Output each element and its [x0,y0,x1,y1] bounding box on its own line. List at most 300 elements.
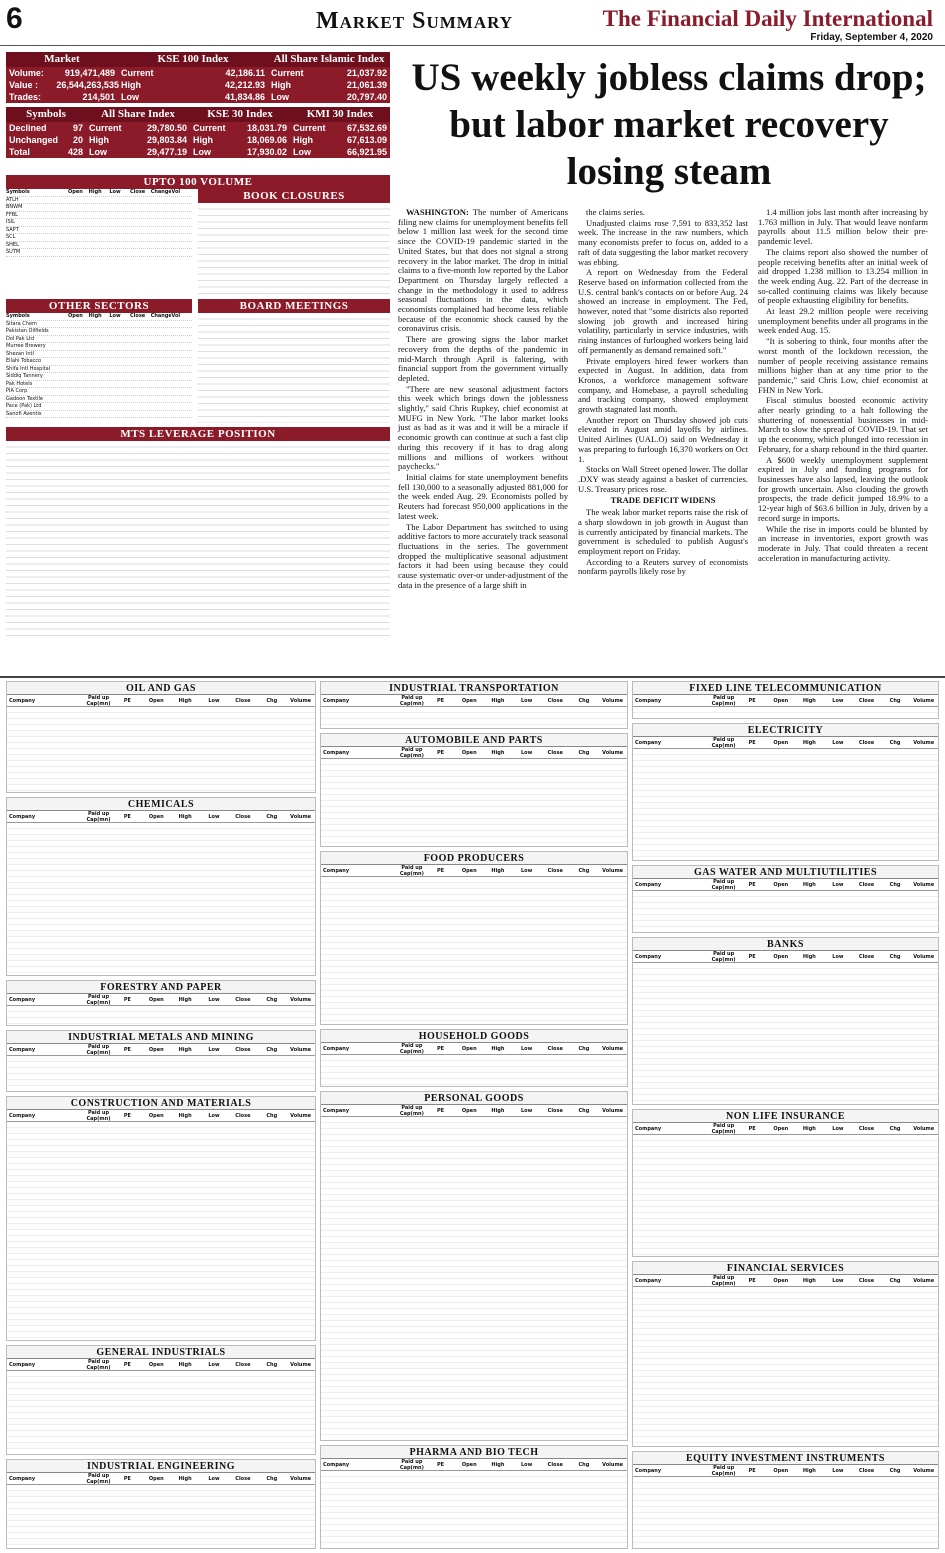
row-cell [68,328,89,335]
sector-rows [633,1135,938,1256]
row-cell [109,249,130,256]
sector-rows [633,1477,938,1548]
sector-rows [7,1006,315,1025]
sector-title: FINANCIAL SERVICES [633,1262,938,1275]
column-header: High [491,1461,505,1468]
row-cell [130,336,151,343]
row-cell [171,388,192,395]
table-row [6,227,192,235]
row-cell [68,249,89,256]
column-header: Chg [889,697,901,704]
column-header: High [802,1467,816,1474]
sector-chemicals [6,797,316,976]
column-header: Paid up Cap(mn) [711,950,736,963]
sector-header [321,747,627,759]
sector-rows [7,707,315,792]
sector-title: PHARMA AND BIO TECH [321,1446,627,1459]
column-header: PE [437,1107,445,1114]
column-header: Volume [290,1112,312,1119]
row-cell [130,343,151,350]
panel-value: 29,780.50 [146,123,187,133]
row-cell [130,403,151,410]
column-header: Chg [889,739,901,746]
article-dateline: WASHINGTON: [406,207,473,217]
table-row [6,212,192,220]
sector-rows [633,749,938,860]
issue-date: Friday, September 4, 2020 [810,32,933,43]
column-header: High [802,1125,816,1132]
column-header: Chg [889,1125,901,1132]
kmi30-title: KMI 30 Index [306,108,374,120]
panel-label: Value : [9,80,39,90]
column-header: Company [323,749,350,756]
column-header: High [178,1475,192,1482]
column-header: Paid up Cap(mn) [711,1274,736,1287]
column-header: Volume [913,1467,935,1474]
row-cell [68,234,89,241]
column-header: Company [323,1461,350,1468]
row-symbol: BNWM [6,204,23,210]
row-symbol: Sitara Chem [6,320,37,327]
column-header: Low [520,697,533,704]
column-header: High [802,881,816,888]
row-cell [109,204,130,211]
sector-header [7,811,315,823]
panel-value: 18,069.06 [246,135,287,145]
panel-value: 428 [67,147,83,157]
column-header: Chg [578,697,590,704]
column-header: Company [9,1112,36,1119]
row-cell [171,321,192,328]
book-closures-title: BOOK CLOSURES [198,189,390,203]
row-cell [130,328,151,335]
row-cell [109,197,130,204]
row-cell [171,396,192,403]
row-cell [171,351,192,358]
column-header: Volume [602,867,624,874]
sector-rows [7,1056,315,1091]
table-row [6,411,192,419]
column-header: Close [547,749,563,756]
article-paragraph: According to a Reuters survey of economists nonfarm payrolls likely rose by [578,556,748,577]
column-header: Low [208,1361,220,1368]
column-header: Low [520,867,533,874]
panel-value: 67,532.69 [346,123,387,133]
sector-banks [632,937,939,1105]
panel-value: 29,803.84 [146,135,187,145]
column-header: PE [437,867,445,874]
column-header: Open [773,881,789,888]
table-row [6,388,192,396]
column-header: Company [9,996,36,1003]
column-header: High [802,1277,816,1284]
column-header: Low [832,1125,844,1132]
row-cell [68,197,89,204]
panel-label: Low [192,147,211,157]
row-cell [130,396,151,403]
column-header: Close [547,1461,563,1468]
column-header: Paid up Cap(mn) [86,1109,111,1122]
row-cell [130,249,151,256]
row-cell [109,242,130,249]
table-header [6,313,192,321]
column-header: Company [9,1046,36,1053]
row-cell [171,381,192,388]
row-cell [89,204,110,211]
row-symbol: Shezan Intl [6,350,34,357]
sector-title: BANKS [633,938,938,951]
column-header: PE [123,1475,131,1482]
column-header: Open [773,1277,789,1284]
column-header: PE [748,1125,756,1132]
row-symbol: SAPT [6,226,19,233]
column-header: Close [858,881,875,888]
panel-label: Current [120,68,154,78]
row-cell [109,411,130,418]
panel-label: High [89,135,109,145]
column-header: Chg [889,1277,901,1284]
sector-rows [633,963,938,1104]
panel-label: Current [292,123,326,133]
column-header: PE [437,1045,445,1052]
column-header: PE [123,1046,131,1053]
sector-title: GENERAL INDUSTRIALS [7,1346,315,1359]
column-header: Company [323,1107,350,1114]
column-header: Low [832,1277,844,1284]
row-cell [89,358,110,365]
sector-household [320,1029,628,1087]
article-paragraph: Stocks on Wall Street opened lower. The dollar .DXY was steady against a basket of currencies. U.S. Treasury prices rose. [578,464,748,494]
column-header: Close [235,813,251,820]
column-header: High [802,697,816,704]
column-header: Open [461,867,477,874]
sector-food [320,851,628,1025]
sector-telecom [632,681,939,719]
column-header: Open [148,1112,164,1119]
table-row [6,219,192,227]
article-paragraph: A report on Wednesday from the Federal Reserve based on information collected from the U.S. central bank's contacts on or before Aug. 24 showed an increase in employment. The Fed, however, noted that "some districts also reported slowing job growth and increased hiring volatility, particularly in service industries, with rising instances of furloughed workers being laid off permanently as demand remained soft." [578,267,748,355]
panel-value: 42,212.93 [224,80,265,90]
row-cell [130,351,151,358]
row-cell [151,219,172,226]
column-header: Low [832,881,844,888]
article-paragraph: WASHINGTON: The number of Americans filing new claims for unemployment benefits fell below 1 million last week for the second time since the COVID-19 pandemic started in the United States, but that does not signal a strong recovery in the labor market. The drop in initial claims to a five-month low reported by the Labor Department on Thursday largely reflected a change in the methodology it used to address seasonal fluctuations in the data, which economists complained had become less reliable because of the economic shock caused by the coronavirus crisis. [398,207,568,334]
sector-title: ELECTRICITY [633,724,938,737]
row-cell [109,336,130,343]
column-header: Volume [602,1107,624,1114]
column-header: Paid up Cap(mn) [711,1122,736,1135]
section-title: Market Summary [316,8,514,34]
article-headline: US weekly jobless claims drop; but labor market recovery losing steam [411,56,927,193]
sector-title: GAS WATER AND MULTIUTILITIES [633,866,938,879]
sector-title: CHEMICALS [7,798,315,811]
row-cell [130,234,151,241]
row-cell [130,219,151,226]
column-header: Company [9,1475,36,1482]
column-header: Open [148,1361,164,1368]
column-header: Volume [913,953,935,960]
sector-title: FORESTRY AND PAPER [7,981,315,994]
column-header: PE [748,697,756,704]
column-header: Paid up Cap(mn) [399,694,424,707]
row-cell [151,242,172,249]
article-paragraph: Another report on Thursday showed job cuts elevated in August amid layoffs by airlines. United Airlines (UAL.O) said on Wednesday it was preparing to furlough 16,370 workers on Oct 1. [578,414,748,464]
column-header: Close [547,1045,563,1052]
sector-header [7,695,315,707]
article-body [398,208,938,591]
row-cell [171,212,192,219]
column-header: PE [437,1461,445,1468]
panel-value: 29,477.19 [146,147,187,157]
table-row [6,343,192,351]
column-header: Vol [171,313,181,319]
row-cell [151,336,172,343]
board-meetings-title: BOARD MEETINGS [198,299,390,313]
row-cell [151,249,172,256]
article-paragraph: Fiscal stimulus boosted economic activity after nearly grinding to a halt following the shuttering of nonessential businesses in mid-March to slow the spread of COVID-19. That set up the economy, which plunged into recession in February, for a sharp rebound in the third quarter. [758,395,928,454]
column-header: PE [123,813,131,820]
column-header: Low [208,1475,220,1482]
upto100-title: UPTO 100 VOLUME [6,175,390,189]
row-cell [68,388,89,395]
row-symbol: PIA Corp [6,388,28,394]
column-header: Chg [578,1461,590,1468]
sector-header [633,951,938,963]
panel-label: Current [192,123,226,133]
sector-rows [321,1055,627,1086]
panel-label: Low [120,92,139,102]
row-cell [109,403,130,410]
column-header: Low [208,996,220,1003]
panel-label: Low [270,92,289,102]
column-header: Open [773,739,789,746]
column-header: Chg [889,881,901,888]
sector-rows [321,759,627,846]
row-cell [89,197,110,204]
row-cell [130,366,151,373]
article-subhead: TRADE DEFICIT WIDENS [610,495,716,506]
row-cell [89,396,110,403]
row-symbol: ISIL [6,219,15,225]
panel-bottom-rows [6,122,390,158]
sector-header [321,1043,627,1055]
sector-title: PERSONAL GOODS [321,1092,627,1105]
column-header: Open [68,313,83,319]
sector-title: EQUITY INVESTMENT INSTRUMENTS [633,1452,938,1465]
panel-value: 41,834.86 [224,92,265,102]
panel-label: High [270,80,291,90]
row-cell [109,366,130,373]
column-header: Company [9,1361,36,1368]
sector-general [6,1345,316,1455]
column-header: Low [109,189,121,195]
row-cell [68,219,89,226]
panel-row [6,67,390,79]
column-header: Volume [602,749,624,756]
panel-label: Declined [9,123,47,133]
row-cell [171,343,192,350]
sector-title: FOOD PRODUCERS [321,852,627,865]
row-cell [109,373,130,380]
column-header: Chg [889,953,901,960]
row-cell [68,366,89,373]
row-symbol: Ellahi Tobacco [6,358,42,364]
column-header: Close [235,1475,251,1482]
column-header: Open [461,749,477,756]
page-number: 6 [6,2,23,35]
row-cell [109,328,130,335]
left-tables [6,175,390,641]
row-cell [151,321,172,328]
row-symbol: Gadoon Textile [6,395,43,402]
column-header: Volume [290,1475,312,1482]
column-header: Close [235,697,251,704]
sector-rows [321,707,627,728]
row-cell [130,321,151,328]
brand-logo: The Financial Daily International [602,6,933,31]
column-header: High [802,739,816,746]
column-header: Company [9,697,36,704]
column-header: Low [208,813,220,820]
article-paragraph: While the rise in imports could be blunted by an increase in inventories, export growth was moderate in July. That could threaten a recent acceleration in manufacturing activity. [758,523,928,563]
table-row [6,396,192,404]
row-cell [109,343,130,350]
panel-label: Total [9,147,30,157]
panel-row [6,79,390,91]
column-header: Paid up Cap(mn) [399,1104,424,1117]
column-header: High [178,1361,192,1368]
row-cell [89,403,110,410]
column-header: Chg [578,1045,590,1052]
column-header: Open [773,1125,789,1132]
column-header: Close [235,996,251,1003]
article-paragraph: At least 29.2 million people were receiving unemployment benefits under all programs in the week ended Aug. 15. [758,306,928,336]
row-cell [151,212,172,219]
row-cell [171,242,192,249]
column-header: Low [520,1107,533,1114]
sector-header [321,1105,627,1117]
column-header: High [178,1046,192,1053]
row-cell [130,411,151,418]
row-cell [151,197,172,204]
row-cell [68,411,89,418]
sector-header [633,1123,938,1135]
sector-rows [7,1371,315,1454]
sector-rows [321,1471,627,1548]
column-header: Open [461,1461,477,1468]
sector-forestry [6,980,316,1026]
row-cell [171,373,192,380]
upto100-table [6,189,192,285]
column-header: Chg [266,1112,278,1119]
mts-title: MTS LEVERAGE POSITION [6,427,390,441]
article-paragraph: A $600 weekly unemployment supplement expired in July and funding programs for businesses have also lapsed, leaving the outlook for growth uncertain. Also clouding the growth prospects, the trade deficit jumped 18.9% to a 12-year high of $63.6 billion in July, driven by a record surge in imports. [758,454,928,523]
column-header: Close [858,1125,875,1132]
sector-rows [633,707,938,718]
row-cell [151,366,172,373]
row-cell [89,328,110,335]
panel-label: Low [89,147,107,157]
row-symbol: FFBL [6,211,18,218]
allshare-islamic-title: All Share Islamic Index [273,53,385,65]
sector-title: AUTOMOBILE AND PARTS [321,734,627,747]
row-cell [68,336,89,343]
row-symbol: ATLH [6,196,19,203]
sector-rows [7,823,315,975]
row-cell [151,358,172,365]
sector-title: INDUSTRIAL TRANSPORTATION [321,682,627,695]
row-cell [109,351,130,358]
row-cell [171,336,192,343]
sector-rows [7,1122,315,1340]
article-column-3 [758,208,928,591]
row-cell [68,343,89,350]
row-cell [109,388,130,395]
table-row [6,197,192,205]
row-cell [151,343,172,350]
sector-header [633,879,938,891]
panel-label: Volume: [9,68,44,78]
panel-value: 21,037.92 [346,68,387,78]
sector-metals [6,1030,316,1092]
sector-header [633,1275,938,1287]
market-panel [6,52,390,158]
column-header: Open [148,697,164,704]
row-cell [68,212,89,219]
board-meetings-table [198,313,390,423]
row-symbol: SHEL [6,241,19,248]
row-cell [171,197,192,204]
column-header: Open [68,189,83,195]
other-sectors-title: OTHER SECTORS [6,299,192,313]
column-header: Paid up Cap(mn) [86,694,111,707]
column-header: Volume [913,881,935,888]
row-cell [151,328,172,335]
column-header: Low [520,749,533,756]
book-closures-table [198,203,390,295]
column-header: Volume [913,739,935,746]
row-symbol: Dol Pak Ltd [6,335,35,342]
column-header: Open [148,1475,164,1482]
sector-gas-water [632,865,939,933]
sector-header [7,994,315,1006]
column-header: Open [148,1046,164,1053]
panel-row [6,91,390,103]
column-header: Close [858,697,875,704]
row-cell [151,403,172,410]
sector-title: HOUSEHOLD GOODS [321,1030,627,1043]
sector-pharma [320,1445,628,1549]
sector-financial [632,1261,939,1447]
panel-label: High [292,135,313,145]
sector-title: OIL AND GAS [7,682,315,695]
sector-title: CONSTRUCTION AND MATERIALS [7,1097,315,1110]
column-header: Symbols [6,313,30,319]
row-cell [68,373,89,380]
column-header: PE [437,749,445,756]
row-cell [68,242,89,249]
row-cell [109,234,130,241]
column-header: PE [123,1361,131,1368]
panel-value: 66,921.95 [346,147,387,157]
column-header: High [178,697,192,704]
column-header: High [491,749,505,756]
column-header: Company [635,697,662,704]
column-header: Chg [266,1046,278,1053]
column-header: Volume [290,996,312,1003]
table-row [6,204,192,212]
table-row [6,328,192,336]
